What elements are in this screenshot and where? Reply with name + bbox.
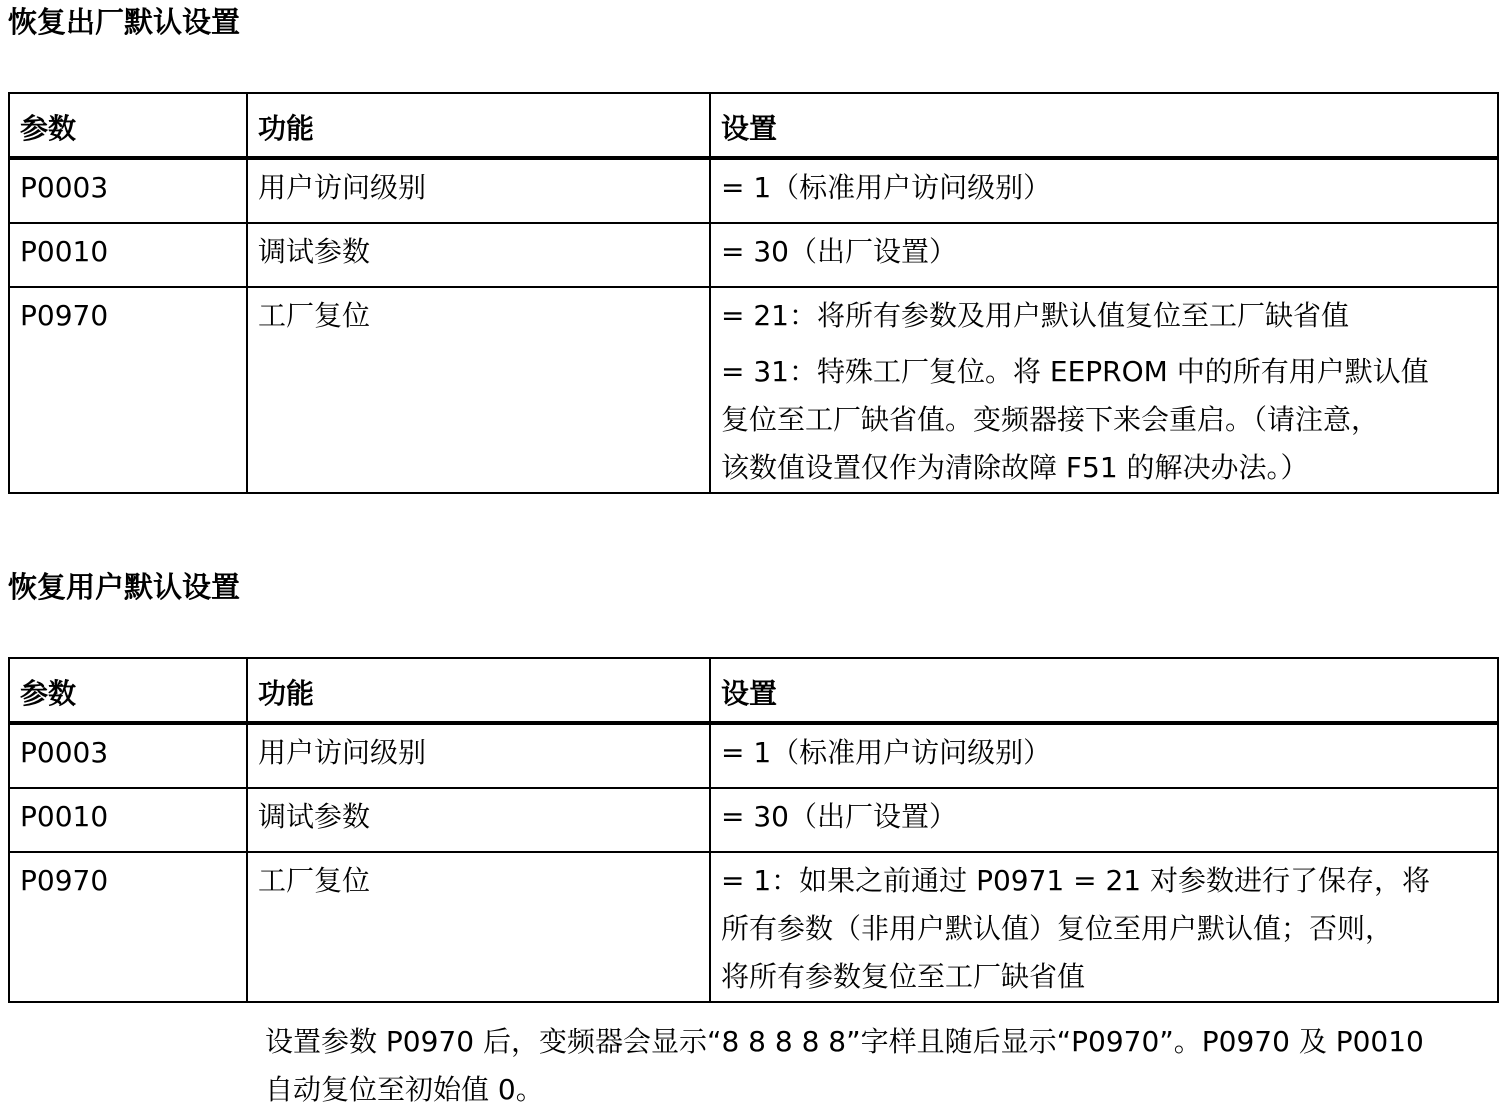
function-cell: 用户访问级别 [247, 723, 710, 788]
function-cell: 调试参数 [247, 788, 710, 852]
setting-line: = 1（标准用户访问级别） [721, 736, 1052, 769]
note-line: 设置参数 P0970 后，变频器会显示“8 8 8 8 8”字样且随后显示“P0970”。P0970 及 P0010 [265, 1025, 1424, 1058]
setting-cell [710, 158, 1498, 223]
header-setting: 设置 [710, 93, 1498, 158]
function-cell: 调试参数 [247, 223, 710, 287]
setting-line: = 21：将所有参数及用户默认值复位至工厂缺省值 [721, 299, 1349, 332]
table-header-row [9, 658, 1498, 723]
section-title-factory-reset: 恢复出厂默认设置 [8, 5, 241, 39]
header-function: 功能 [247, 93, 710, 158]
param-cell: P0003 [9, 158, 247, 223]
setting-cell [710, 723, 1498, 788]
table-row [9, 723, 1498, 788]
setting-line: = 31：特殊工厂复位。将 EEPROM 中的所有用户默认值 [721, 355, 1429, 388]
setting-line: 将所有参数复位至工厂缺省值 [721, 960, 1086, 993]
table-row [9, 223, 1498, 287]
header-parameter: 参数 [9, 658, 247, 723]
param-cell: P0970 [9, 287, 247, 493]
reset-note [265, 1018, 1497, 1114]
function-cell: 用户访问级别 [247, 158, 710, 223]
setting-line: = 1（标准用户访问级别） [721, 171, 1052, 204]
table-row [9, 158, 1498, 223]
setting-cell [710, 223, 1498, 287]
setting-line: 所有参数（非用户默认值）复位至用户默认值；否则， [721, 912, 1394, 945]
setting-line: = 30（出厂设置） [721, 235, 957, 268]
user-reset-table [8, 657, 1499, 1003]
setting-cell [710, 788, 1498, 852]
setting-cell [710, 852, 1498, 1002]
function-cell: 工厂复位 [247, 287, 710, 493]
function-cell: 工厂复位 [247, 852, 710, 1002]
section-title-user-reset: 恢复用户默认设置 [8, 570, 241, 604]
header-setting: 设置 [710, 658, 1498, 723]
param-cell: P0003 [9, 723, 247, 788]
param-cell: P0010 [9, 223, 247, 287]
setting-cell [710, 287, 1498, 493]
param-cell: P0970 [9, 852, 247, 1002]
table-row [9, 788, 1498, 852]
table-header-row [9, 93, 1498, 158]
table-row [9, 852, 1498, 1002]
header-function: 功能 [247, 658, 710, 723]
setting-line: 复位至工厂缺省值。变频器接下来会重启。（请注意， [721, 403, 1380, 436]
setting-line: 该数值设置仅作为清除故障 F51 的解决办法。） [721, 451, 1309, 484]
setting-line: = 1：如果之前通过 P0971 = 21 对参数进行了保存，将 [721, 864, 1431, 897]
param-cell: P0010 [9, 788, 247, 852]
setting-line: = 30（出厂设置） [721, 800, 957, 833]
factory-reset-table [8, 92, 1499, 494]
note-line: 自动复位至初始值 0。 [265, 1073, 544, 1106]
table-row [9, 287, 1498, 493]
header-parameter: 参数 [9, 93, 247, 158]
